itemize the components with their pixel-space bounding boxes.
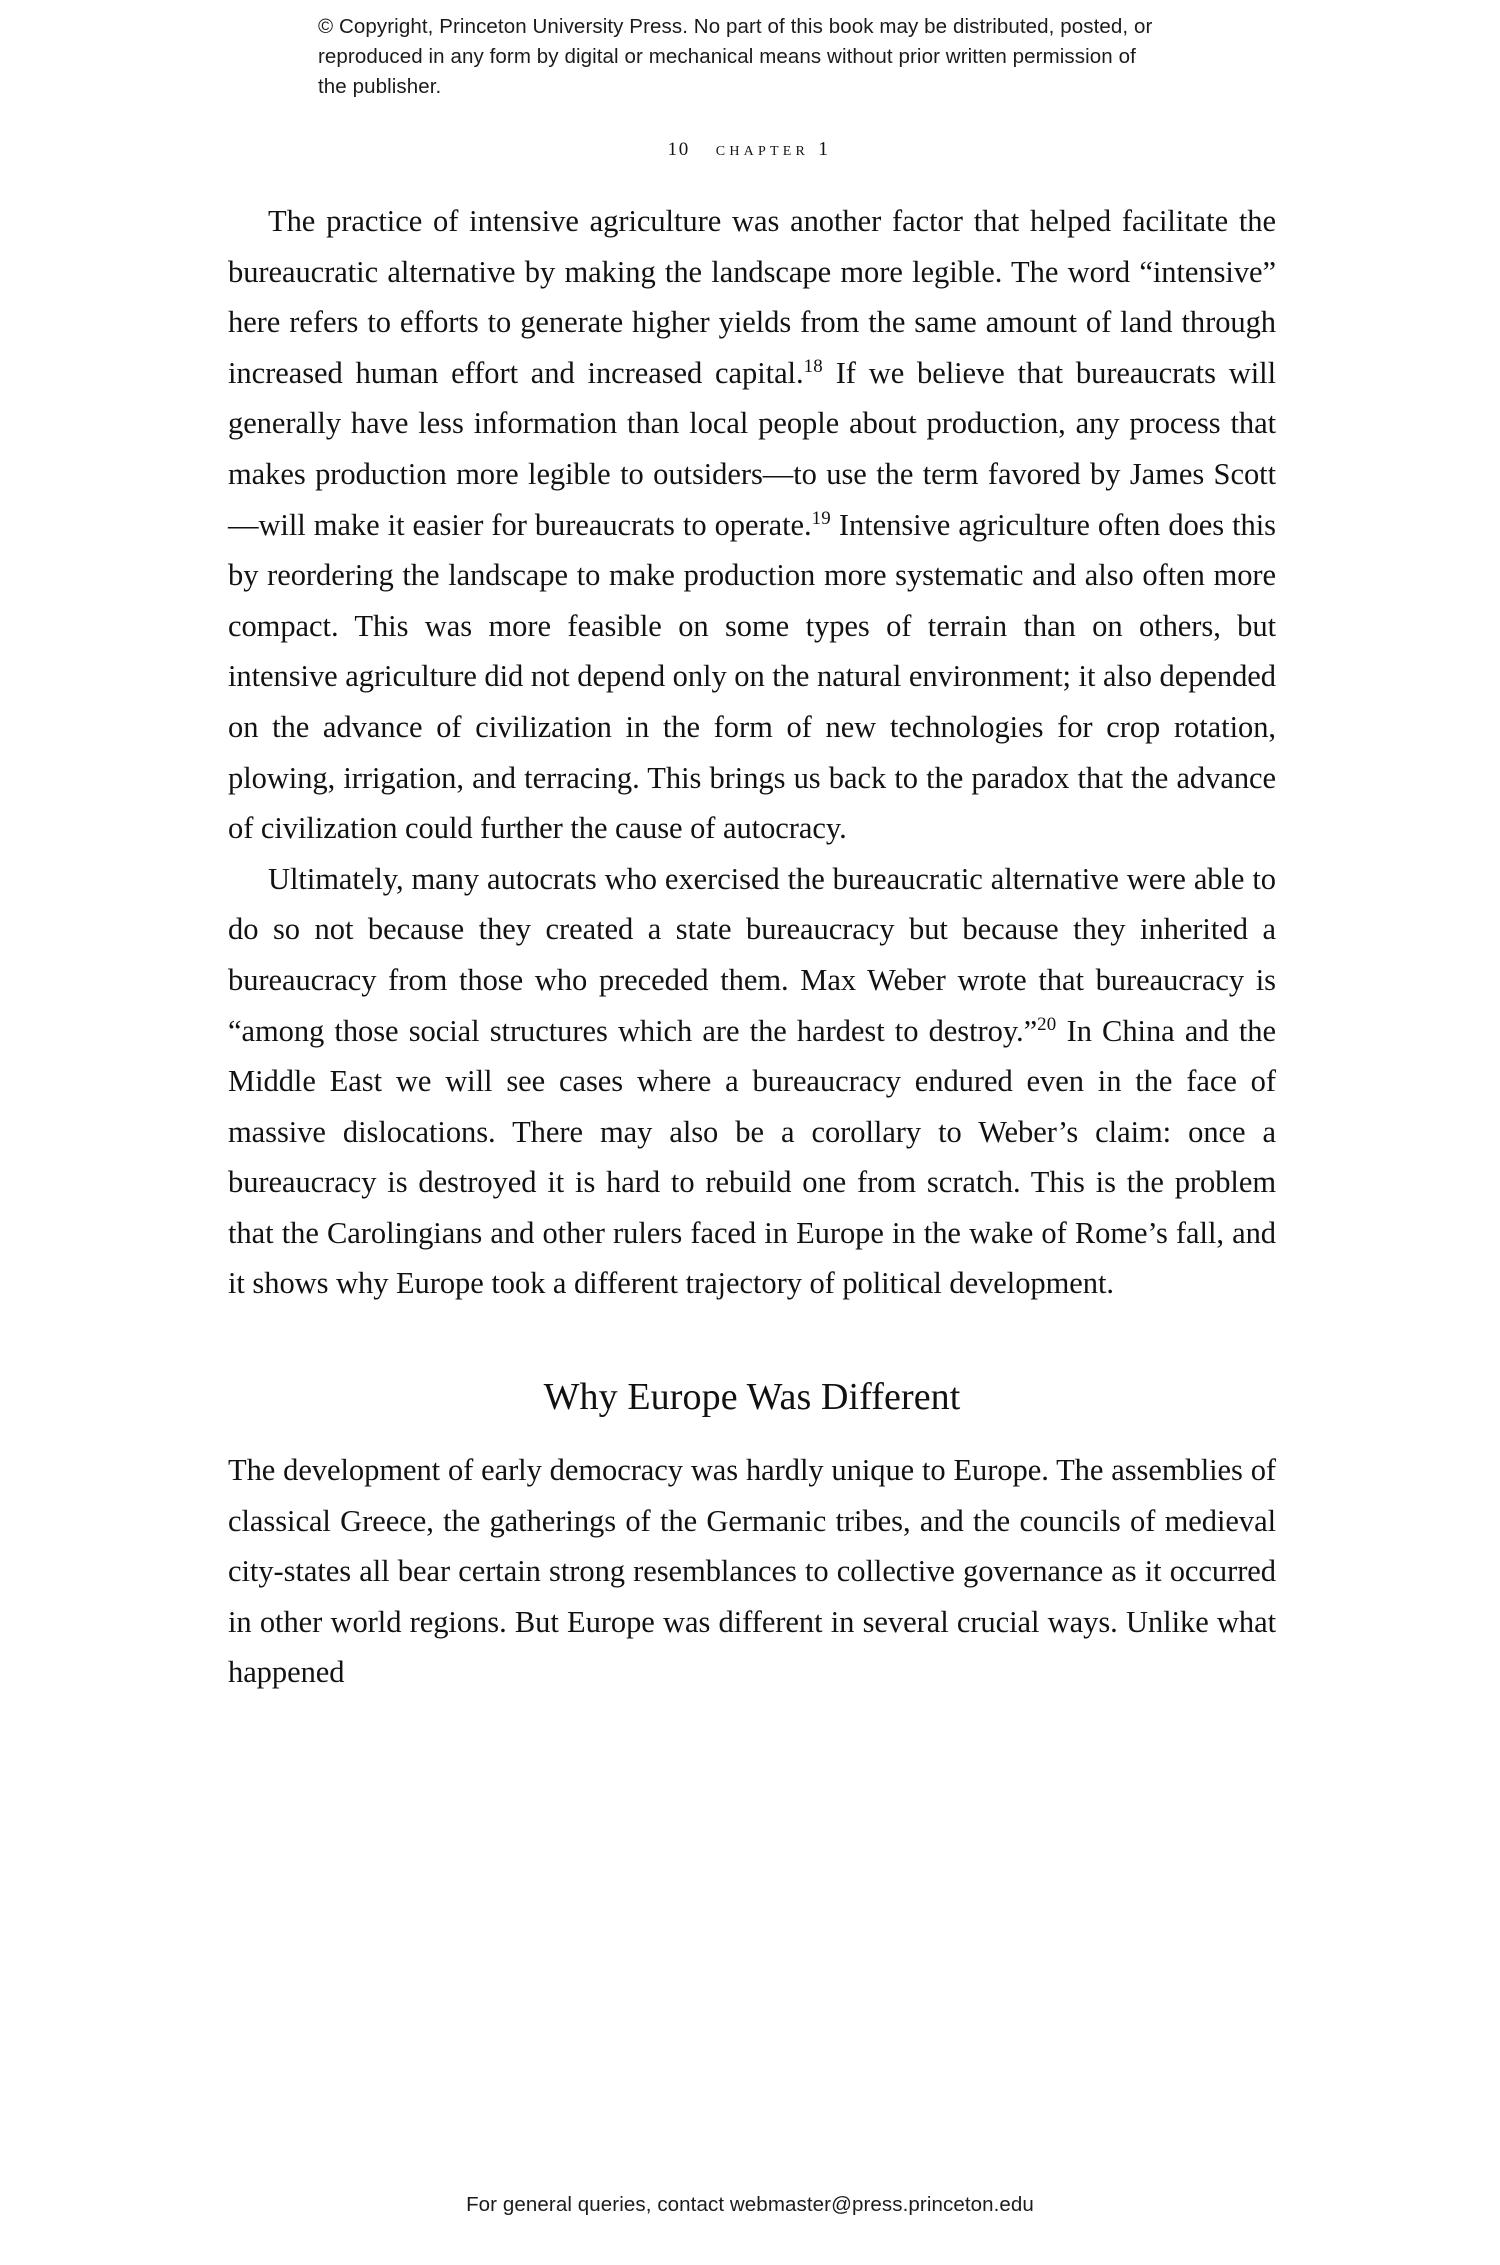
heading-spacer-bottom	[228, 1423, 1276, 1445]
paragraph-2-segment-1: Ultimately, many autocrats who exercised the bureaucratic alternative were able to do so not because they created a state bureaucracy but because they inherited a bureaucracy from those who preceded them. Max Weber wrote that bureaucracy is “among those social structures which are the hardest to destroy.”	[228, 861, 1276, 1048]
heading-spacer-top	[228, 1309, 1276, 1371]
body-paragraph-2	[228, 854, 1276, 1309]
footnote-marker-19: 19	[811, 507, 831, 529]
section-heading: Why Europe Was Different	[543, 1376, 961, 1419]
body-paragraph-1	[228, 196, 1276, 854]
body-text-block	[228, 196, 1276, 1698]
running-head	[0, 138, 1500, 161]
page-folio-number: 10	[667, 139, 690, 160]
running-head-chapter-label: chapter 1	[715, 138, 833, 160]
paragraph-1-segment-2: If we believe that bureaucrats will generally have less information than local people about production, any process that makes production more legible to outsiders—to use the term favored by James Scott—will make it easier for bureaucrats to operate.	[228, 355, 1276, 542]
footnote-marker-20: 20	[1037, 1013, 1057, 1035]
footnote-marker-18: 18	[803, 355, 823, 377]
paragraph-2-segment-2: In China and the Middle East we will see cases where a bureaucracy endured even in the face of massive dislocations. There may also be a corollary to Weber’s claim: once a bureaucracy is destroyed it is hard to rebuild one from scratch. This is the problem that the Carolingians and other rulers faced in Europe in the wake of Rome’s fall, and it shows why Europe took a different trajectory of political development.	[228, 1013, 1276, 1301]
footer-contact-note: For general queries, contact webmaster@press.princeton.edu	[466, 2193, 1034, 2216]
copyright-notice: © Copyright, Princeton University Press. No part of this book may be distributed, posted, or reproduced in any form by digital or mechanical means without prior written permission of the publisher.	[318, 15, 1153, 98]
paragraph-1-segment-3: Intensive agriculture often does this by reordering the landscape to make production more systematic and also often more compact. This was more feasible on some types of terrain than on others, but intensive agriculture did not depend only on the natural environment; it also depended on the advance of civilization in the form of new technologies for crop rotation, plowing, irrigation, and terracing. This brings us back to the paradox that the advance of civilization could further the cause of autocracy.	[228, 507, 1277, 846]
paragraph-1-segment-1: The practice of intensive agriculture was another factor that helped facilitate the bureaucratic alternative by making the landscape more legible. The word “intensive” here refers to efforts to generate higher yields from the same amount of land through increased human effort and increased capital.	[228, 204, 1276, 390]
body-paragraph-3: The development of early democracy was hardly unique to Europe. The assemblies of classical Greece, the gatherings of the Germanic tribes, and the councils of medieval city-states all bear certain strong resemblances to collective governance as it occurred in other world regions. But Europe was different in several crucial ways. Unlike what happened	[228, 1453, 1276, 1690]
